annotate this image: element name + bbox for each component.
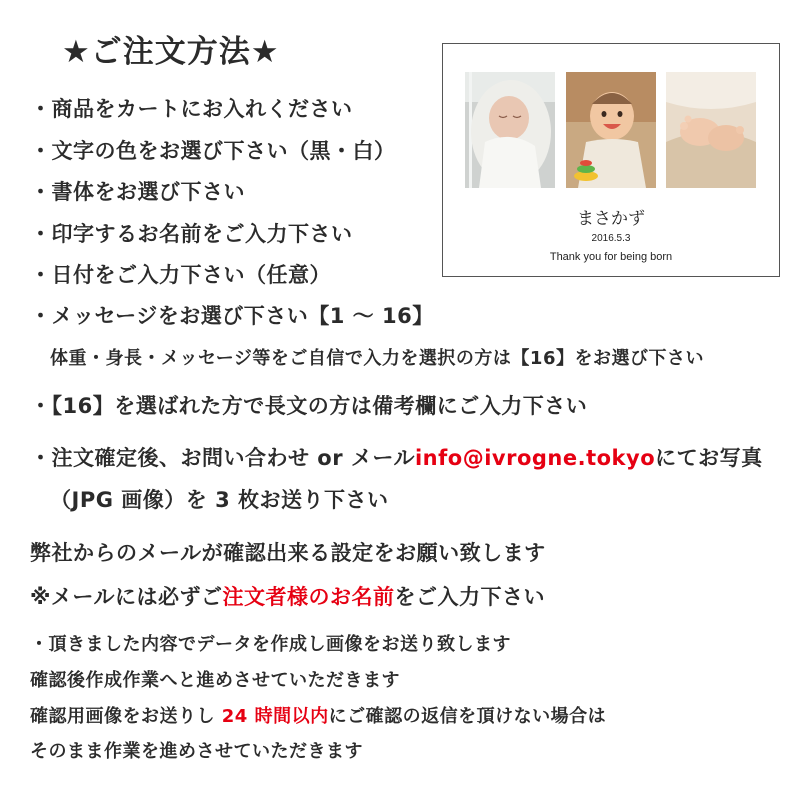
sample-photo-newborn	[465, 72, 555, 188]
step-long-message-note: ・【16】を選ばれた方で長文の方は備考欄にご入力下さい	[30, 394, 588, 418]
step-add-to-cart: ・商品をカートにお入れください	[30, 97, 353, 121]
step-enter-date: ・日付をご入力下さい（任意）	[30, 263, 331, 287]
step-choose-message: ・メッセージをお選び下さい【1 ～ 16】	[30, 304, 434, 328]
sample-baby-name: まさかず	[577, 209, 645, 229]
flow-24h-highlight: 24 時間以内	[221, 706, 329, 727]
step-send-photos-text: ・注文確定後、お問い合わせ or メール	[30, 446, 415, 470]
notice-orderer-name-text-end: をご入力下さい	[394, 585, 545, 609]
notice-orderer-name	[30, 581, 545, 611]
flow-24h-notice-text: 確認用画像をお送りし	[30, 706, 222, 727]
step-choose-text-color: ・文字の色をお選び下さい（黒・白）	[30, 139, 396, 163]
flow-24h-notice-text-end: にご確認の返信を頂けない場合は	[328, 706, 607, 727]
sample-photo-baby-feet	[666, 72, 756, 188]
contact-email-link[interactable]: info@ivrogne.tokyo	[414, 446, 656, 470]
flow-proceed-after-confirm: 確認後作成作業へと進めさせていただきます	[30, 670, 400, 691]
flow-24h-notice	[30, 702, 606, 728]
sample-photo-smiling-baby	[566, 72, 656, 188]
sample-print-preview	[442, 43, 780, 277]
step-send-photos-detail: （JPG 画像）を 3 枚お送り下さい	[50, 488, 389, 512]
notice-orderer-name-highlight: 注文者様のお名前	[222, 585, 395, 609]
flow-create-data: ・頂きました内容でデータを作成し画像をお送り致します	[30, 634, 511, 655]
step-message-note: 体重・身長・メッセージ等をご自信で入力を選択の方は【16】をお選び下さい	[50, 348, 704, 369]
sample-message: Thank you for being born	[549, 251, 673, 263]
step-send-photos-text-end: にてお写真	[655, 446, 763, 470]
step-send-photos	[30, 442, 763, 472]
step-enter-name: ・印字するお名前をご入力下さい	[30, 222, 353, 246]
notice-orderer-name-text: ※メールには必ずご	[30, 585, 223, 609]
flow-proceed-anyway: そのまま作業を進めさせていただきます	[30, 741, 363, 762]
sample-date: 2016.5.3	[591, 233, 631, 244]
order-method-title: ★ご注文方法★	[62, 34, 280, 70]
step-choose-font: ・書体をお選び下さい	[30, 180, 245, 204]
notice-email-settings: 弊社からのメールが確認出来る設定をお願い致します	[30, 541, 546, 565]
